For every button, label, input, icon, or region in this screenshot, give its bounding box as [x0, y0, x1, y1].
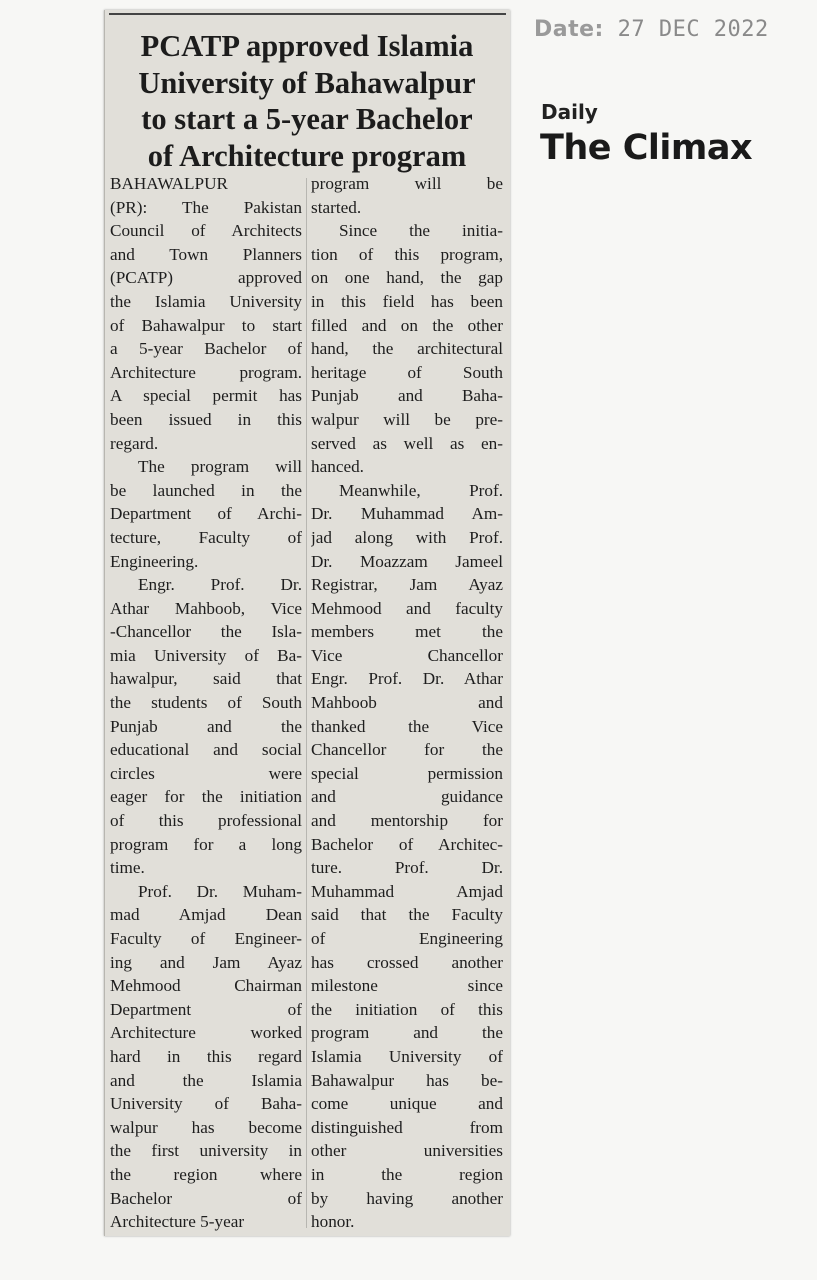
- article-text-line: circles were: [110, 763, 302, 783]
- article-text-line: be launched in the: [110, 480, 302, 500]
- article-text-line: jad along with Prof.: [311, 527, 503, 547]
- date-value: 27 DEC 2022: [617, 17, 769, 42]
- article-text-line: of Bahawalpur to start: [110, 315, 302, 335]
- article-text-line: Prof. Dr. Muham-: [138, 881, 302, 901]
- article-text-line: started.: [311, 197, 362, 217]
- article-text-line: Bahawalpur has be-: [311, 1070, 503, 1090]
- article-text-line: of this professional: [110, 811, 302, 831]
- article-text-line: has crossed another: [311, 952, 503, 972]
- article-text-line: been issued in this: [110, 409, 302, 429]
- article-text-line: come unique and: [311, 1094, 503, 1114]
- article-text-line: Punjab and Baha-: [311, 386, 503, 406]
- article-column-left: [110, 172, 302, 1234]
- date-stamp: [534, 17, 769, 42]
- article-text-line: the first university in: [110, 1141, 302, 1161]
- article-text-line: served as well as en-: [311, 433, 503, 453]
- article-text-line: Athar Mahboob, Vice: [110, 598, 302, 618]
- article-text-line: of Engineering: [311, 929, 503, 948]
- article-text-line: The program will: [138, 457, 302, 477]
- article-text-line: ing and Jam Ayaz: [110, 952, 302, 972]
- article-text-line: the region where: [110, 1164, 302, 1184]
- article-text-line: the initiation of this: [311, 999, 503, 1019]
- article-text-line: Council of Architects: [110, 221, 302, 241]
- article-text-line: tion of this program,: [311, 244, 503, 264]
- article-text-line: Engr. Prof. Dr.: [138, 575, 302, 595]
- article-text-line: members met the: [311, 622, 503, 642]
- article-text-line: Architecture program.: [110, 362, 302, 382]
- article-text-line: Department of: [110, 999, 302, 1019]
- article-text-line: and the Islamia: [110, 1070, 302, 1090]
- article-text-line: distinguished from: [311, 1117, 503, 1137]
- article-text-line: program will be: [311, 174, 503, 193]
- article-text-line: time.: [110, 858, 145, 878]
- article-text-line: hawalpur, said that: [110, 669, 302, 689]
- article-text-line: program for a long: [110, 834, 302, 854]
- article-text-line: Chancellor for the: [311, 740, 503, 760]
- article-text-line: (PCATP) approved: [110, 268, 302, 288]
- article-text-line: and mentorship for: [311, 811, 503, 831]
- article-text-line: said that the Faculty: [311, 905, 503, 925]
- article-text-line: Engr. Prof. Dr. Athar: [311, 669, 503, 689]
- article-text-line: Mahboob and: [311, 693, 503, 713]
- article-text-line: the students of South: [110, 693, 302, 713]
- article-text-line: -Chancellor the Isla-: [110, 622, 302, 642]
- article-text-line: and Town Planners: [110, 244, 302, 264]
- article-text-line: Faculty of Engineer-: [110, 929, 302, 948]
- article-text-line: ture. Prof. Dr.: [311, 858, 503, 878]
- article-text-line: Mehmood and faculty: [311, 598, 503, 618]
- article-text-line: A special permit has: [110, 386, 302, 406]
- article-text-line: Meanwhile, Prof.: [339, 480, 503, 500]
- article-column-right: [311, 172, 503, 1234]
- article-text-line: BAHAWALPUR: [110, 174, 228, 193]
- article-text-line: and guidance: [311, 787, 503, 807]
- date-label: Date:: [534, 17, 604, 42]
- article-text-line: honor.: [311, 1212, 355, 1232]
- article-text-line: (PR): The Pakistan: [110, 197, 302, 217]
- article-text-line: hanced.: [311, 457, 364, 477]
- article-text-line: on one hand, the gap: [311, 268, 503, 288]
- article-text-line: Architecture worked: [110, 1023, 302, 1043]
- article-text-line: Bachelor of: [110, 1188, 302, 1208]
- headline-line: to start a 5-year Bachelor: [141, 102, 473, 136]
- article-text-line: Registrar, Jam Ayaz: [311, 575, 503, 595]
- article-text-line: mia University of Ba-: [110, 645, 302, 665]
- article-text-line: walpur will be pre-: [311, 409, 503, 429]
- article-text-line: in the region: [311, 1164, 503, 1184]
- article-text-line: thanked the Vice: [311, 716, 503, 736]
- article-text-line: Punjab and the: [110, 716, 302, 736]
- article-text-line: hand, the architectural: [311, 339, 503, 359]
- article-text-line: walpur has become: [110, 1117, 302, 1137]
- headline-line: University of Bahawalpur: [138, 65, 476, 100]
- article-headline: [109, 28, 505, 174]
- article-text-line: other universities: [311, 1141, 503, 1161]
- article-text-line: Vice Chancellor: [311, 645, 503, 665]
- headline-line: PCATP approved Islamia: [140, 29, 474, 63]
- article-text-line: Muhammad Amjad: [311, 881, 503, 901]
- article-text-line: in this field has been: [311, 291, 503, 311]
- article-text-line: Dr. Muhammad Am-: [311, 504, 503, 524]
- article-text-line: mad Amjad Dean: [110, 905, 302, 925]
- article-text-line: a 5-year Bachelor of: [110, 339, 302, 359]
- article-text-line: Bachelor of Architec-: [311, 834, 503, 854]
- article-text-line: eager for the initiation: [110, 787, 302, 807]
- article-text-line: special permission: [311, 763, 503, 783]
- article-text-line: regard.: [110, 433, 159, 453]
- article-text-line: the Islamia University: [110, 291, 302, 311]
- article-text-line: Engineering.: [110, 551, 199, 571]
- article-text-line: Islamia University of: [311, 1046, 503, 1066]
- article-text-line: Department of Archi-: [110, 504, 302, 524]
- article-text-line: hard in this regard: [110, 1046, 302, 1066]
- article-text-line: milestone since: [311, 976, 503, 996]
- article-text-line: tecture, Faculty of: [110, 527, 302, 547]
- article-text-line: University of Baha-: [110, 1094, 302, 1114]
- headline-line: of Architecture program: [147, 138, 467, 173]
- article-text-line: Since the initia-: [339, 221, 503, 241]
- article-text-line: filled and on the other: [311, 315, 503, 335]
- newspaper-frequency: Daily: [541, 100, 598, 124]
- article-text-line: by having another: [311, 1188, 503, 1208]
- article-text-line: program and the: [311, 1023, 503, 1043]
- newspaper-name: The Climax: [540, 128, 753, 168]
- article-text-line: Dr. Moazzam Jameel: [311, 551, 503, 571]
- newspaper-clipping: [104, 10, 510, 1236]
- article-text-line: Architecture 5-year: [110, 1212, 245, 1232]
- top-rule: [109, 13, 506, 15]
- article-text-line: heritage of South: [311, 362, 503, 382]
- article-text-line: Mehmood Chairman: [110, 976, 302, 996]
- article-text-line: educational and social: [110, 740, 302, 760]
- column-divider: [306, 178, 307, 1228]
